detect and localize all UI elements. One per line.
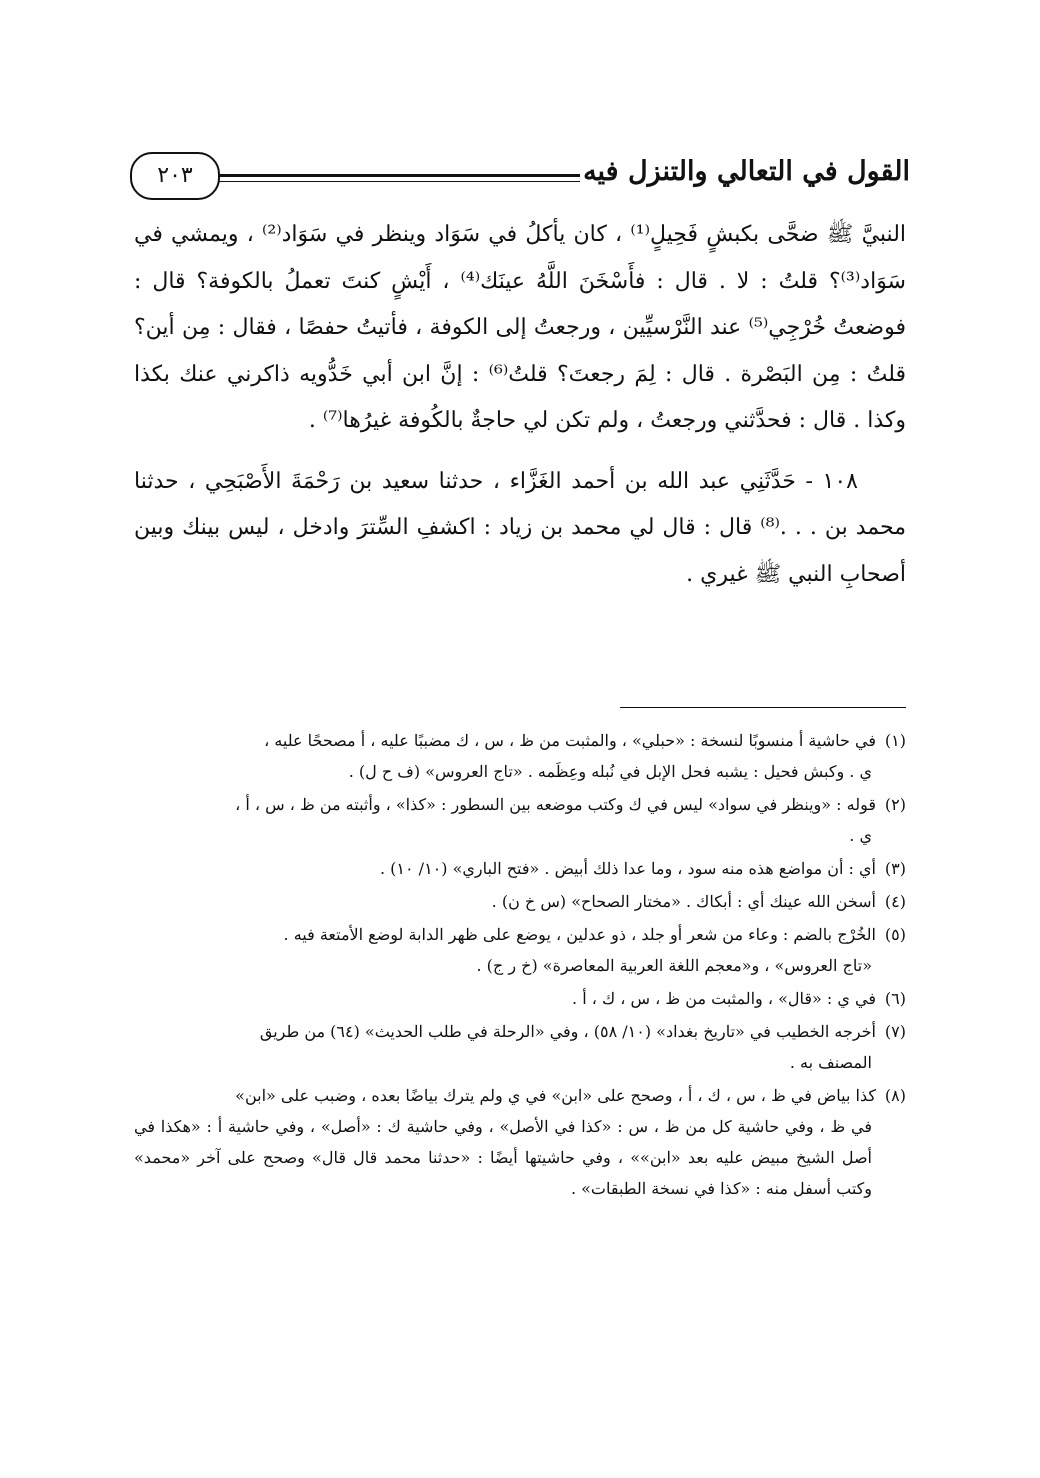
footnote-separator [620,707,906,708]
footnote-3 [134,853,906,884]
footnotes [134,725,906,1206]
paragraph-1: النبيَّ ﷺ ضحَّى بكبشٍ فَحِيلٍ⁽¹⁾ ، كان يأكلُ في سَوَاد وينظر في سَوَاد⁽²⁾ ، ويمشي في سَوَاد⁽³⁾؟ قلتُ : لا . قال : فأَسْخَنَ اللَّهُ عينَك⁽⁴⁾ ، أَيْشٍ كنتَ تعملُ بالكوفة؟ قال : فوضعتُ خُرْجِي⁽⁵⁾ عند النَّرْسيِّين ، ورجعتُ إلى الكوفة ، فأتيتُ حفصًا ، فقال : مِن أين؟ قلتُ : مِن البَصْرة . قال : لِمَ رجعتَ؟ قلتُ⁽⁶⁾ : إنَّ ابن أبي خَدُّويه ذاكرني عنك بكذا وكذا . قال : فحدَّثني ورجعتُ ، ولم تكن لي حاجةٌ بالكُوفة غيرُها⁽⁷⁾ . [134,222,907,433]
footnote-1 [134,725,906,787]
footnote-6 [134,983,906,1014]
footnote-continuation: «تاج العروس» ، و«معجم اللغة العربية المعاصرة» (خ ر ج) . [476,956,872,975]
header-rule-thick [210,174,580,177]
footnote-text: أسخن الله عينك أي : أبكاك . «مختار الصحاح» (س خ ن) . [491,892,876,911]
footnote-text: في ي : «قال» ، والمثبت من ظ ، س ، ك ، أ . [572,989,876,1008]
running-title: القول في التعالي والتنزل فيه [583,156,910,187]
footnote-number: (٢) [884,795,906,814]
footnote-8 [134,1080,906,1204]
header-rule-thin [210,181,580,182]
footnote-continuation: ي . [849,826,872,845]
footnote-text: كذا بياض في ظ ، س ، ك ، أ ، وصحح على «ابن» في ي ولم يترك بياضًا بعده ، وضبب على «ابن» [235,1086,876,1105]
footnote-7 [134,1016,906,1078]
footnote-continuation: في ظ ، وفي حاشية كل من ظ ، س : «كذا في الأصل» ، وفي حاشية ك : «أصل» ، وفي حاشية أ : «هكذا في أصل الشيخ مبيض عليه بعد «ابن»» ، وفي حاشيتها أيضًا : «حدثنا محمد قال قال» وصحح على آخر «محمد» وكتب أسفل منه : «كذا في نسخة الطبقات» . [134,1117,872,1198]
footnote-5 [134,919,906,981]
paragraph-2: ١٠٨ - حَدَّثَنِي عبد الله بن أحمد الغَزَّاء ، حدثنا سعيد بن رَحْمَةَ الأَصْبَحِي ، حدثنا محمد بن . . .⁽⁸⁾ قال : قال لي محمد بن زياد : اكشفِ السِّترَ وادخل ، ليس بينك وبين أصحابِ النبي ﷺ غيري . [134,468,906,587]
footnote-number: (٧) [884,1022,906,1041]
page-header [130,150,910,210]
footnote-number: (٤) [884,892,906,911]
footnote-text: في حاشية أ منسوبًا لنسخة : «حبلي» ، والمثبت من ظ ، س ، ك مضببًا عليه ، أ مصححًا عليه ، [264,731,876,750]
footnote-text: الخُرْج بالضم : وعاء من شعر أو جلد ، ذو عدلين ، يوضع على ظهر الدابة لوضع الأمتعة فيه . [283,925,876,944]
footnote-number: (١) [884,731,906,750]
footnote-4 [134,886,906,917]
footnote-number: (٥) [884,925,906,944]
footnote-continuation: ي . وكبش فحيل : يشبه فحل الإبل في نُبله وعِظَمه . «تاج العروس» (ف ح ل) . [348,762,872,781]
footnote-text: قوله : «وينظر في سواد» ليس في ك وكتب موضعه بين السطور : «كذا» ، وأثبته من ظ ، س ، أ ، [235,795,876,814]
main-text [134,212,906,598]
footnote-text: أي : أن مواضع هذه منه سود ، وما عدا ذلك أبيض . «فتح الباري» (١٠/ ١٠) . [379,859,876,878]
footnote-number: (٦) [884,989,906,1008]
footnote-2 [134,789,906,851]
footnote-number: (٣) [884,859,906,878]
footnote-number: (٨) [884,1086,906,1105]
footnote-continuation: المصنف به . [789,1053,872,1072]
footnote-text: أخرجه الخطيب في «تاريخ بغداد» (١٠/ ٥٨) ، وفي «الرحلة في طلب الحديث» (٦٤) من طريق [259,1022,876,1041]
page-number: ٢٠٣ [130,152,220,200]
